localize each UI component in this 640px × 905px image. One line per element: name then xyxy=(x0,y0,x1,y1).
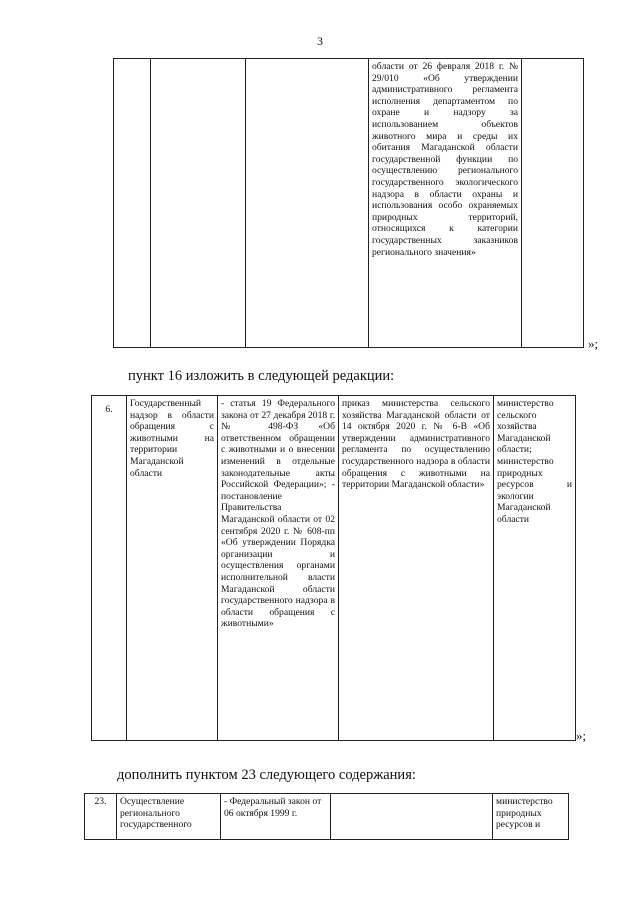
table3-cell-law: - Федеральный закон от 06 октября 1999 г. xyxy=(221,794,331,840)
table-item-23 xyxy=(84,793,569,840)
table1-cell-law xyxy=(246,59,369,348)
instruction-heading-2: дополнить пунктом 23 следующего содержания: xyxy=(117,767,416,783)
table2-cell-authority: министерство сельского хозяйства Магаданской области; министерство природных ресурсов и экологии Магаданской области xyxy=(494,396,576,741)
table-continuation xyxy=(113,58,584,348)
table1-cell-authority xyxy=(522,59,584,348)
table1-cell-num xyxy=(114,59,151,348)
closing-quote-2: »; xyxy=(576,728,587,743)
table3-cell-order xyxy=(331,794,493,840)
table2-cell-law: - статья 19 Федерального закона от 27 декабря 2018 г. № 498-ФЗ «Об ответственном обращении с животными и о внесении изменений в отдельные законодательные акты Российской Федерации»; - постановление Правительства Магаданской области от 02 сентября 2020 г. № 608-пп «Об утверждении Порядка организации и осуществления органами исполнительной власти Магаданской области государственного надзора в области обращения с животными» xyxy=(218,396,339,741)
table2-cell-name: Государственный надзор в области обращения с животными на территории Магаданской области xyxy=(127,396,218,741)
table2-cell-num: 6. xyxy=(92,396,127,741)
table3-cell-name: Осуществление регионального государственного xyxy=(117,794,221,840)
table1-cell-order: области от 26 февраля 2018 г. № 29/010 «Об утверждении административного регламента исполнения департаментом по охране и надзору за использованием объектов животного мира и среды их обитания Магаданской области государственной функции по осуществлению регионального государственного экологического надзора в области охраны и использования особо охраняемых природных территорий, относящихся к категории государственных заказников регионального значения» xyxy=(369,59,522,348)
page-number: 3 xyxy=(317,34,323,48)
table1-cell-name xyxy=(151,59,246,348)
table3-cell-authority: министерство природных ресурсов и xyxy=(493,794,569,840)
table-item-6 xyxy=(91,395,576,741)
closing-quote-1: »; xyxy=(588,336,599,351)
table2-cell-order: приказ министерства сельского хозяйства Магаданской области от 14 октября 2020 г. № 6-В «Об утверждении административного регламента по осуществлению государственного надзора в области обращения с животными на территории Магаданской области» xyxy=(339,396,494,741)
instruction-heading-1: пункт 16 изложить в следующей редакции: xyxy=(128,368,395,384)
table3-cell-num: 23. xyxy=(85,794,117,840)
